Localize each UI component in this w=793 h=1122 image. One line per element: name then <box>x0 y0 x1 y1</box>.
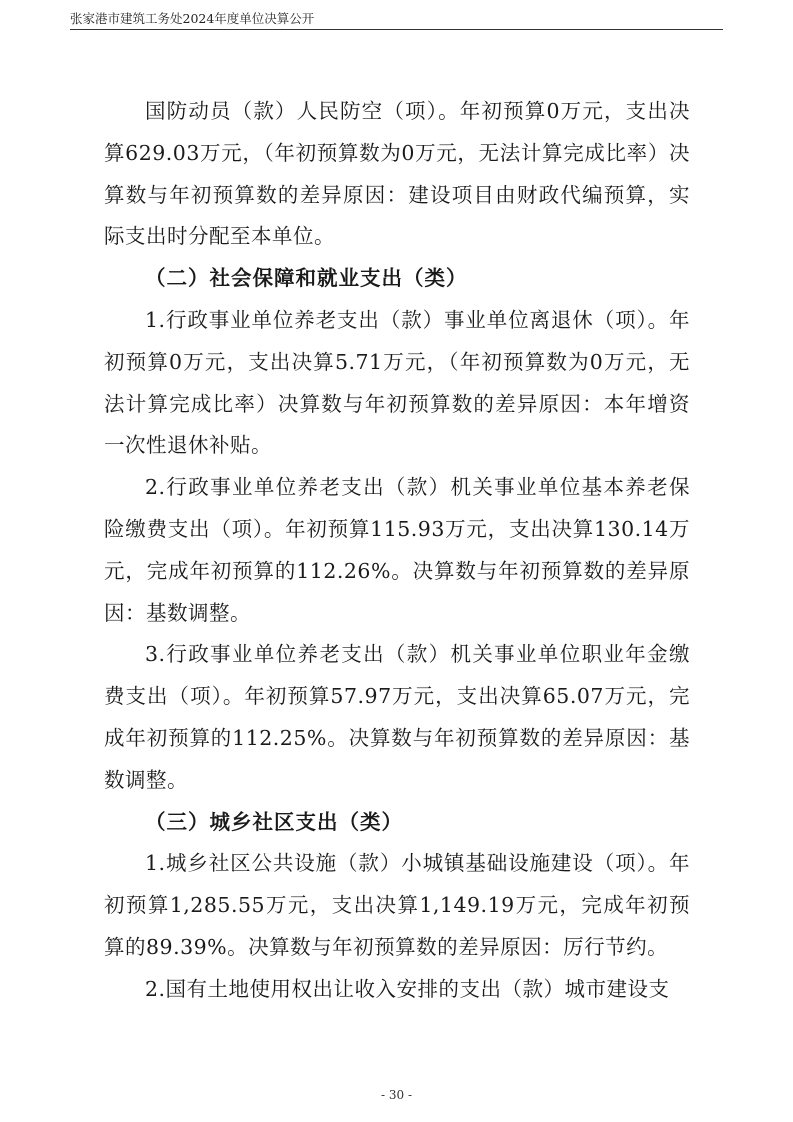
document-body <box>104 91 690 1011</box>
paragraph-pension-insurance: 2.行政事业单位养老支出（款）机关事业单位基本养老保险缴费支出（项）。年初预算115.93万元，支出决算130.14万元，完成年初预算的112.26%。决算数与年初预算数的差异原因：基数调整。 <box>104 475 690 625</box>
paragraph-town-infrastructure: 1.城乡社区公共设施（款）小城镇基础设施建设（项）。年初预算1,285.55万元，支出决算1,149.19万元，完成年初预算的89.39%。决算数与年初预算数的差异原因：厉行节约。 <box>104 851 690 959</box>
section-heading-urban-rural: （三）城乡社区支出（类） <box>145 809 403 834</box>
header-title: 张家港市建筑工务处2024年度单位决算公开 <box>70 11 315 26</box>
page-header <box>70 10 723 30</box>
page-number: - 30 - <box>380 1088 412 1102</box>
paragraph-retirement: 1.行政事业单位养老支出（款）事业单位离退休（项）。年初预算0万元，支出决算5.71万元，（年初预算数为0万元，无法计算完成比率）决算数与年初预算数的差异原因：本年增资一次性退休补贴。 <box>104 307 690 458</box>
paragraph-civil-defense: 国防动员（款）人民防空（项）。年初预算0万元，支出决算629.03万元，（年初预算数为0万元，无法计算完成比率）决算数与年初预算数的差异原因：建设项目由财政代编预算，实际支出时分配至本单位。 <box>104 99 690 249</box>
paragraph-land-transfer: 2.国有土地使用权出让收入安排的支出（款）城市建设支 <box>145 976 670 1001</box>
paragraph-occupational-annuity: 3.行政事业单位养老支出（款）机关事业单位职业年金缴费支出（项）。年初预算57.97万元，支出决算65.07万元，完成年初预算的112.25%。决算数与年初预算数的差异原因：基数调整。 <box>104 642 690 792</box>
section-heading-social-security: （二）社会保障和就业支出（类） <box>145 266 468 291</box>
